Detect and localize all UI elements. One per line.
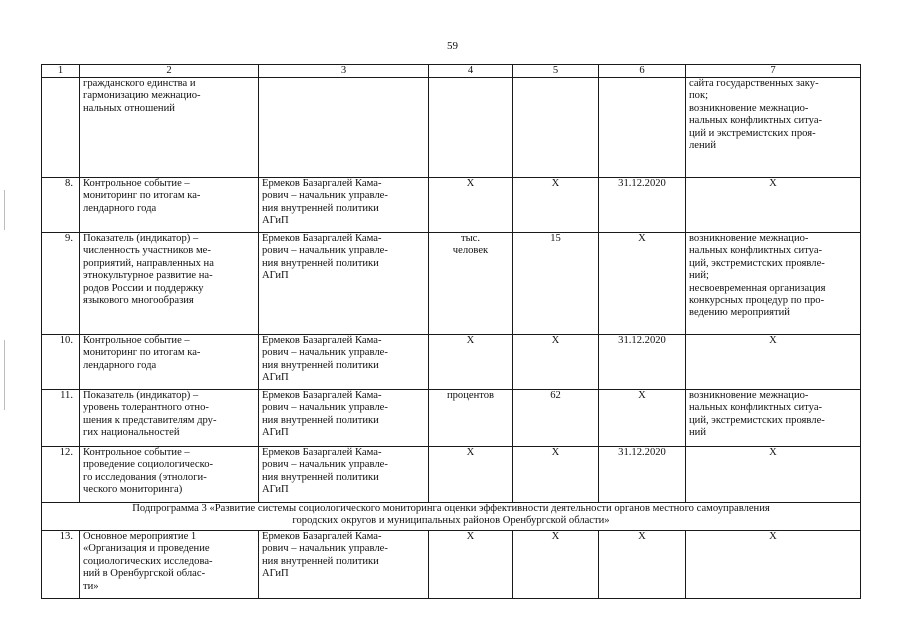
row-number: 13. — [42, 531, 80, 599]
row-value: X — [513, 178, 599, 233]
row-name: Контрольное событие – мониторинг по итогам ка- лендарного года — [80, 335, 259, 390]
row-number: 11. — [42, 390, 80, 447]
table-row — [42, 390, 861, 447]
subprogram-row — [42, 503, 861, 531]
row-date: X — [599, 233, 686, 335]
row-unit — [429, 78, 513, 178]
row-value: 15 — [513, 233, 599, 335]
row-value — [513, 78, 599, 178]
row-risks: X — [686, 178, 861, 233]
subprogram-title: Подпрограмма 3 «Развитие системы социологического мониторинга оценки эффективности деятельности органов местного самоуправления городских округов и муниципальных районов Оренбургской области» — [42, 503, 861, 531]
row-risks: X — [686, 335, 861, 390]
scan-margin-mark — [4, 340, 5, 410]
row-name: Показатель (индикатор) – уровень толерантного отно- шения к представителям дру- гих национальностей — [80, 390, 259, 447]
table-row — [42, 178, 861, 233]
row-number: 8. — [42, 178, 80, 233]
row-date — [599, 78, 686, 178]
table-row — [42, 78, 861, 178]
column-number: 6 — [599, 65, 686, 78]
row-name: Контрольное событие – мониторинг по итогам ка- лендарного года — [80, 178, 259, 233]
row-value: 62 — [513, 390, 599, 447]
row-risks: возникновение межнацио- нальных конфликтных ситуа- ций, экстремистских проявле- ний — [686, 390, 861, 447]
row-date: 31.12.2020 — [599, 335, 686, 390]
page-number: 59 — [447, 40, 458, 52]
row-risks: сайта государственных заку- пок; возникновение межнацио- нальных конфликтных ситуа- ций и экстремистских проя- лений — [686, 78, 861, 178]
row-responsible: Ермеков Базаргалей Кама- рович – начальник управле- ния внутренней политики АГиП — [259, 335, 429, 390]
row-name: Показатель (индикатор) – численность участников ме- роприятий, направленных на этнокультурное развитие на- родов России и поддержку языкового многообразия — [80, 233, 259, 335]
scan-margin-mark — [4, 190, 5, 230]
row-value: X — [513, 531, 599, 599]
row-number: 12. — [42, 447, 80, 503]
row-unit: X — [429, 335, 513, 390]
plan-table — [41, 64, 861, 599]
row-value: X — [513, 335, 599, 390]
column-number: 2 — [80, 65, 259, 78]
row-risks: возникновение межнацио- нальных конфликтных ситуа- ций, экстремистских проявле- ний; несвоевременная организация конкурсных процедур по про- ведению мероприятий — [686, 233, 861, 335]
row-responsible: Ермеков Базаргалей Кама- рович – начальник управле- ния внутренней политики АГиП — [259, 233, 429, 335]
row-responsible: Ермеков Базаргалей Кама- рович – начальник управле- ния внутренней политики АГиП — [259, 178, 429, 233]
row-responsible: Ермеков Базаргалей Кама- рович – начальник управле- ния внутренней политики АГиП — [259, 447, 429, 503]
row-date: 31.12.2020 — [599, 178, 686, 233]
row-responsible: Ермеков Базаргалей Кама- рович – начальник управле- ния внутренней политики АГиП — [259, 390, 429, 447]
row-date: 31.12.2020 — [599, 447, 686, 503]
row-unit: процентов — [429, 390, 513, 447]
column-number: 3 — [259, 65, 429, 78]
row-unit: тыс. человек — [429, 233, 513, 335]
column-number: 4 — [429, 65, 513, 78]
row-responsible — [259, 78, 429, 178]
column-number: 5 — [513, 65, 599, 78]
row-date: X — [599, 390, 686, 447]
row-unit: X — [429, 447, 513, 503]
row-number: 10. — [42, 335, 80, 390]
row-name: Основное мероприятие 1 «Организация и проведение социологических исследова- ний в Оренбургской облас- ти» — [80, 531, 259, 599]
table-row — [42, 233, 861, 335]
row-name: Контрольное событие – проведение социологическо- го исследования (этнологи- ческого мониторинга) — [80, 447, 259, 503]
table-row — [42, 447, 861, 503]
row-risks: X — [686, 447, 861, 503]
row-risks: X — [686, 531, 861, 599]
table-row — [42, 531, 861, 599]
row-responsible: Ермеков Базаргалей Кама- рович – начальник управле- ния внутренней политики АГиП — [259, 531, 429, 599]
row-unit: X — [429, 531, 513, 599]
row-unit: X — [429, 178, 513, 233]
row-number: 9. — [42, 233, 80, 335]
row-date: X — [599, 531, 686, 599]
column-number-row — [42, 65, 861, 78]
column-number: 7 — [686, 65, 861, 78]
row-number — [42, 78, 80, 178]
row-name: гражданского единства и гармонизацию межнацио- нальных отношений — [80, 78, 259, 178]
table-row — [42, 335, 861, 390]
row-value: X — [513, 447, 599, 503]
column-number: 1 — [42, 65, 80, 78]
